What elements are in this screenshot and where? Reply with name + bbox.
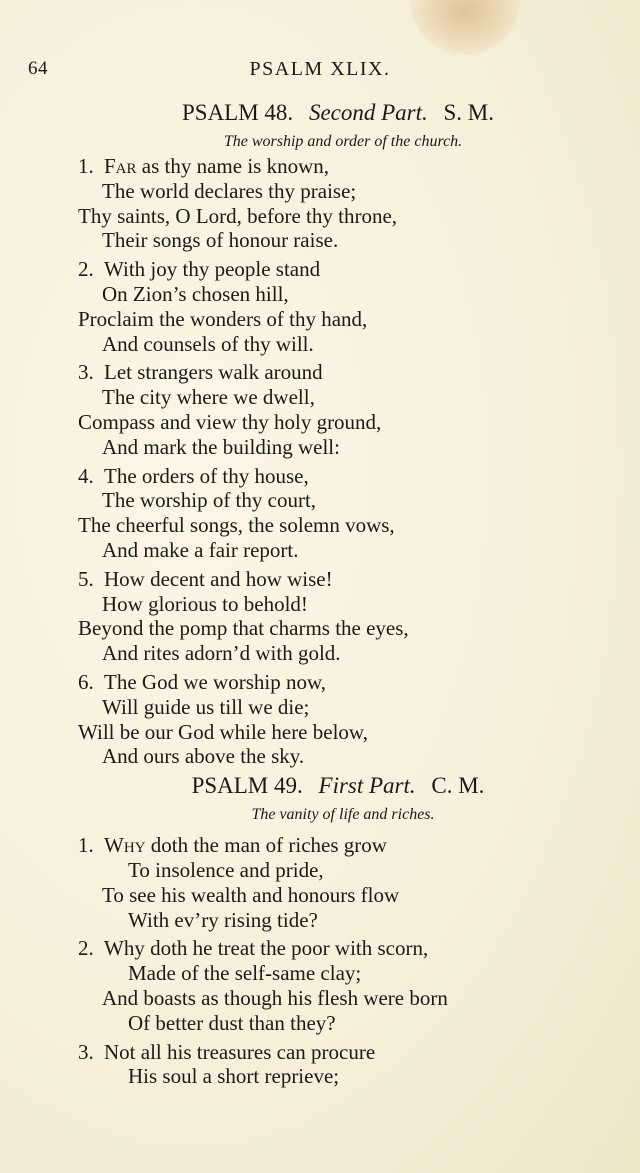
- verse-line: How glorious to behold!: [102, 591, 308, 616]
- psalm-49-meter: C. M.: [431, 773, 485, 799]
- drop-word: Why: [104, 833, 146, 858]
- hymn-text: [78, 96, 598, 1089]
- verse-line: Beyond the pomp that charms the eyes,: [78, 616, 409, 641]
- page-number: 64: [28, 58, 48, 79]
- verse-line: The world declares thy praise;: [102, 178, 357, 203]
- verse-line: And counsels of thy will.: [102, 331, 314, 356]
- verse-line: And boasts as though his flesh were born: [102, 985, 448, 1010]
- verse-line: The God we worship now,: [104, 669, 327, 694]
- verse-line: With ev’ry rising tide?: [128, 907, 318, 932]
- psalm-49-title: PSALM 49.: [191, 773, 303, 799]
- psalm-48-heading: [78, 96, 598, 130]
- verse-line: And rites adorn’d with gold.: [102, 641, 341, 666]
- verse-line: The cheerful songs, the solemn vows,: [78, 513, 395, 538]
- verse-line: The city where we dwell,: [102, 385, 315, 410]
- verse-line: Thy saints, O Lord, before thy throne,: [78, 203, 398, 228]
- psalm-48-stanza-2: [78, 257, 598, 356]
- running-title: PSALM XLIX.: [249, 58, 391, 80]
- stanza-number: 6.: [78, 669, 94, 694]
- verse-line: Their songs of honour raise.: [102, 228, 339, 253]
- verse-line: Not all his treasures can procure: [104, 1039, 376, 1064]
- verse-line: Will guide us till we die;: [102, 694, 310, 719]
- verse-line: With joy thy people stand: [104, 257, 321, 282]
- verse-line: His soul a short reprieve;: [128, 1064, 340, 1089]
- verse-line: Compass and view thy holy ground,: [78, 409, 382, 434]
- verse-line: Proclaim the wonders of thy hand,: [78, 306, 368, 331]
- verse-line: Let strangers walk around: [104, 360, 323, 385]
- verse-line: And mark the building well:: [102, 434, 340, 459]
- verse-line: Made of the self-same clay;: [128, 961, 362, 986]
- psalm-48-title: PSALM 48.: [181, 100, 294, 125]
- psalm-48-stanza-6: [78, 670, 598, 769]
- verse-line: And make a fair report.: [102, 537, 299, 562]
- stanza-number: 5.: [78, 566, 94, 591]
- verse-line: Of better dust than they?: [128, 1010, 336, 1035]
- psalm-48-part: Second Part.: [308, 100, 428, 125]
- verse-line: To see his wealth and honours flow: [102, 882, 400, 907]
- verse-line: The worship of thy court,: [102, 488, 317, 513]
- stanza-number: 2.: [78, 936, 94, 961]
- psalm-49-heading: [78, 769, 598, 803]
- stanza-number: 3.: [78, 1039, 94, 1064]
- drop-word: Far: [104, 154, 137, 178]
- psalm-49-stanza-1: [78, 833, 598, 932]
- stanza-number: 1.: [78, 154, 94, 178]
- verse-line: Why doth he treat the poor with scorn,: [104, 936, 429, 961]
- psalm-48-stanza-4: [78, 464, 598, 563]
- psalm-49-stanza-3: [78, 1040, 598, 1090]
- psalm-48-meter: S. M.: [443, 100, 494, 125]
- page-stain: [410, 0, 520, 55]
- stanza-number: 3.: [78, 360, 94, 385]
- stanza-number: 4.: [78, 463, 94, 488]
- psalm-48-subtitle: The worship and order of the church.: [223, 133, 463, 150]
- stanza-number: 1.: [78, 833, 94, 858]
- psalm-49-part: First Part.: [318, 773, 416, 799]
- psalm-48-stanza-3: [78, 360, 598, 459]
- psalm-48-stanza-5: [78, 567, 598, 666]
- verse-line: as thy name is known,: [141, 154, 330, 178]
- psalm-48-stanza-1: [78, 154, 598, 253]
- verse-line: To insolence and pride,: [128, 857, 324, 882]
- verse-line: Will be our God while here below,: [78, 719, 368, 744]
- psalm-49-subtitle: The vanity of life and riches.: [251, 806, 435, 824]
- verse-line: And ours above the sky.: [102, 744, 305, 769]
- stanza-number: 2.: [78, 257, 94, 282]
- verse-line: How decent and how wise!: [104, 566, 333, 591]
- verse-line: The orders of thy house,: [104, 463, 309, 488]
- running-head: [0, 58, 640, 88]
- psalm-49-stanza-2: [78, 936, 598, 1035]
- verse-line: doth the man of riches grow: [150, 833, 387, 858]
- verse-line: On Zion’s chosen hill,: [102, 281, 289, 306]
